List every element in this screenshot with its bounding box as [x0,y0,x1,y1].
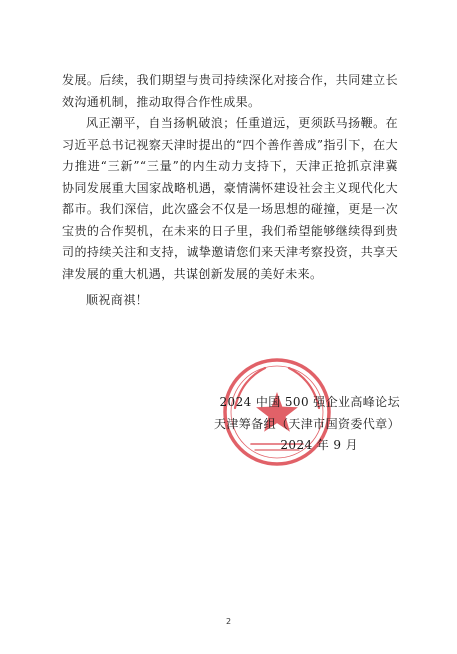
signature-group: 天津筹备组（天津市国资委代章） [213,416,400,431]
signature-block [210,392,400,457]
page-number: 2 [225,617,232,626]
paragraph-continuation: 发展。后续，我们期望与贵司持续深化对接合作，共同建立长效沟通机制，推动取得合作性成果。 [62,73,398,109]
letter-body [62,70,398,312]
signature-date: 2024 年 9 月 [280,438,358,452]
paragraph-closing: 顺祝商祺！ [86,293,149,307]
paragraph-main: 风正潮平，自当扬帆破浪；任重道远，更须跃马扬鞭。在习近平总书记视察天津时提出的“四个善作善成”指引下，在大力推进“三新”“三量”的内生动力支持下，天津正抢抓京津冀协同发展重大国家战略机遇，豪情满怀建设社会主义现代化大都市。我们深信，此次盛会不仅是一场思想的碰撞，更是一次宝贵的合作契机，在未来的日子里，我们希望能够继续得到贵司的持续关注和支持，诚挚邀请您们来天津考察投资，共享天津发展的重大机遇，共谋创新发展的美好未来。 [62,116,398,281]
signature-organizer: 2024 中国 500 强企业高峰论坛 [219,395,400,409]
